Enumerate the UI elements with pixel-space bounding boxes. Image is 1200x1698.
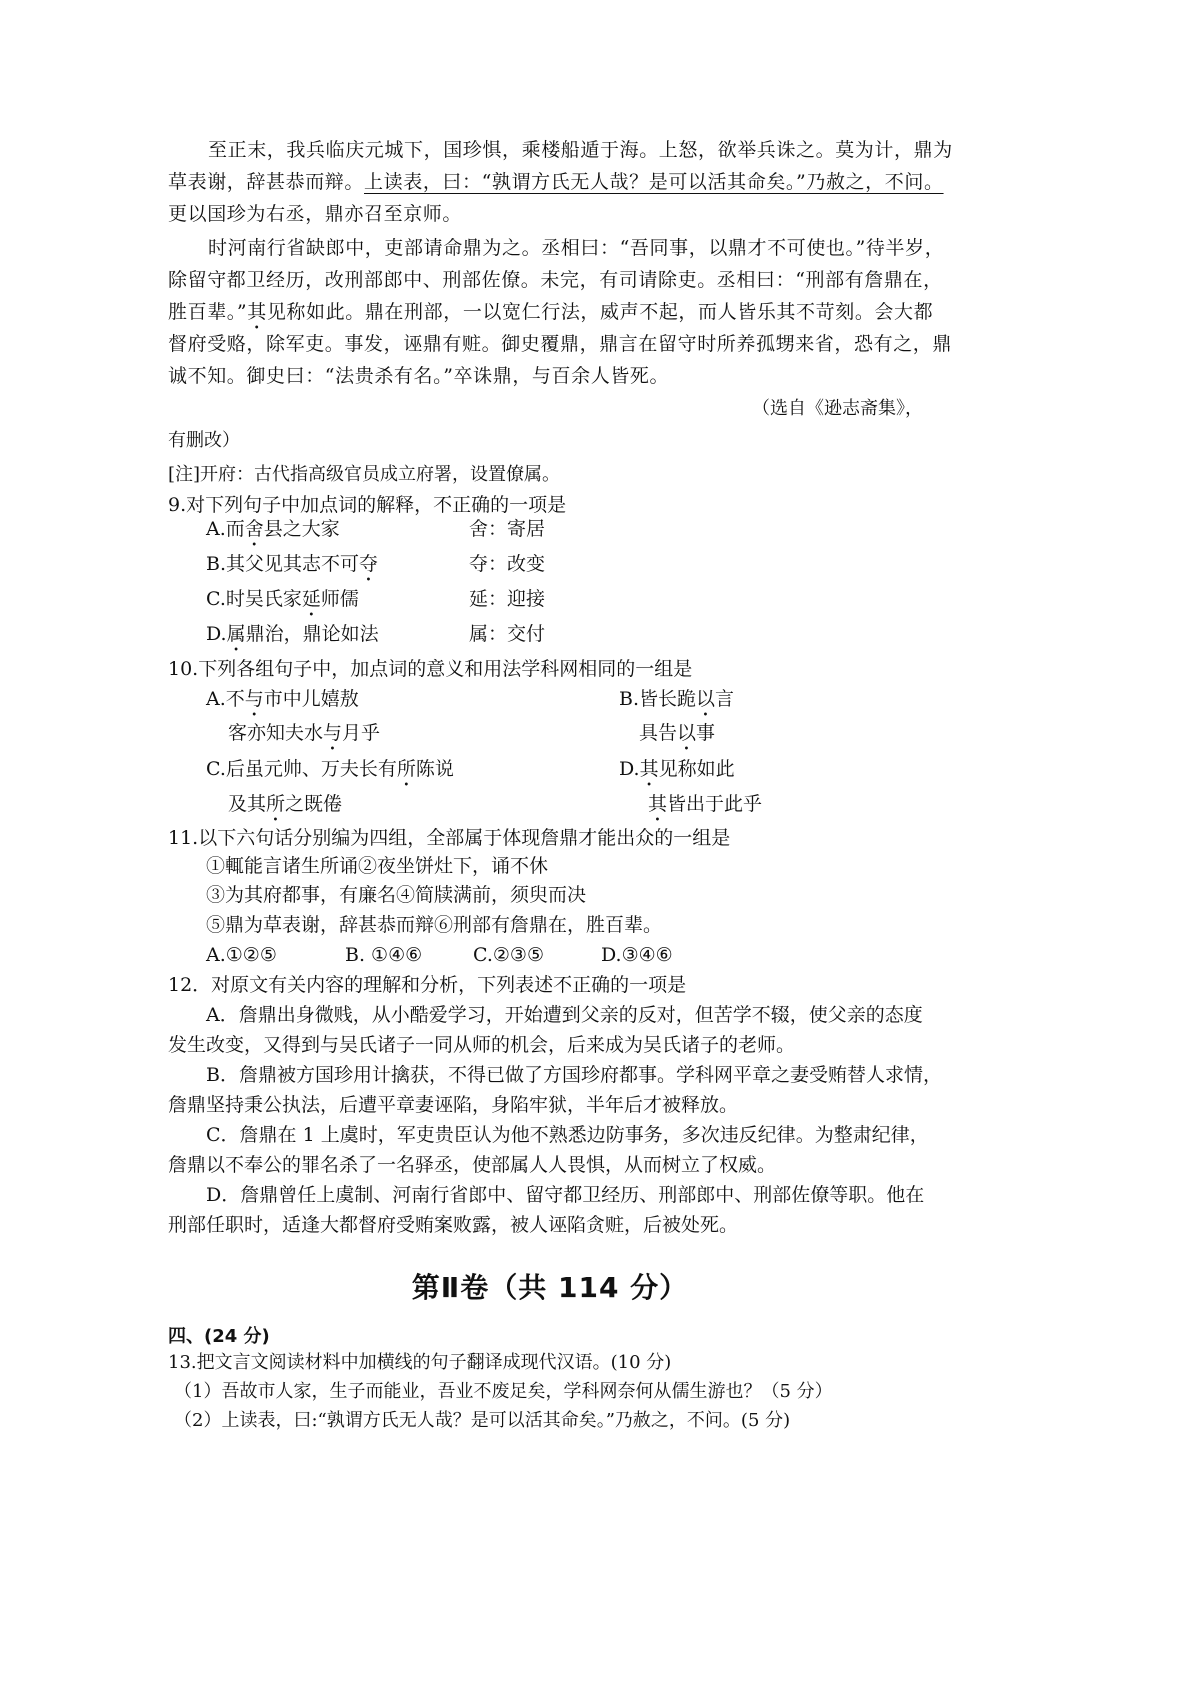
q9-option-c-expl: 延：迎接: [469, 588, 546, 610]
q10-option-c2: [228, 789, 342, 826]
q10-c2-post: 之既倦: [285, 793, 343, 815]
passage-p2-line3-b: 见称如此。鼎在刑部，一以宽仁行法，威声不起，而人皆乐其不苛刻。会大都: [266, 301, 934, 323]
q10-b2-post: 事: [696, 722, 716, 744]
passage-source: （选自《逊志斋集》，: [752, 398, 923, 419]
q10-b2-pre: 具告: [639, 722, 678, 744]
q9-option-d: [206, 619, 379, 656]
underlined-sentence: 上读表，曰：“孰谓方氏无人哉？是可以活其命矣。”乃赦之，不问。: [364, 171, 944, 193]
q10-d2-dot: 其: [648, 793, 668, 815]
q9-d-post: 鼎治，鼎论如法: [245, 623, 379, 645]
q9-b-dot: 夺: [359, 553, 379, 575]
q12-option-c-line2: 詹鼎以不奉公的罪名杀了一名驿丞，使部属人人畏惧，从而树立了权威。: [168, 1154, 777, 1176]
passage-p2-line3-a: 胜百辈。”: [168, 301, 248, 323]
q12-option-a-line1: A．詹鼎出身微贱，从小酷爱学习，开始遭到父亲的反对，但苦学不辍，使父亲的态度: [206, 1004, 923, 1026]
q9-option-b: [206, 549, 378, 586]
q10-d1-dot: 其: [639, 758, 659, 780]
q12-stem: 12．对原文有关内容的理解和分析，下列表述不正确的一项是: [168, 974, 687, 996]
q9-c-post: 师儒: [320, 588, 359, 610]
q10-a2-post: 月乎: [342, 722, 381, 744]
passage-source-cont: 有删改）: [168, 430, 240, 451]
part-four-heading: 四、(24 分): [168, 1326, 270, 1347]
q10-option-b2: [639, 718, 715, 755]
q12-option-b-line1: B．詹鼎被方国珍用计擒获，不得已做了方国珍府都事。学科网平章之妻受贿替人求情，: [206, 1064, 942, 1086]
q13-stem: 13.把文言文阅读材料中加横线的句子翻译成现代汉语。(10 分): [168, 1352, 672, 1373]
q10-a2-dot: 与: [323, 722, 343, 744]
q10-c1-pre: C.后虽元帅、万夫长有: [206, 758, 397, 780]
q13-part2: （2）上读表，曰:“孰谓方氏无人哉？是可以活其命矣。”乃赦之，不问。(5 分): [174, 1410, 791, 1431]
q10-a1-post: 市中儿嬉敖: [263, 688, 359, 710]
q9-d-pre: D.: [206, 623, 227, 645]
passage-p2-line2: 除留守都卫经历，改刑部郎中、刑部佐僚。未完，有司请除吏。丞相曰：“刑部有詹鼎在，: [168, 269, 943, 291]
q11-option-c: C.②③⑤: [473, 944, 544, 966]
q10-d1-post: 见称如此: [658, 758, 735, 780]
q9-a-dot: 舍: [244, 518, 264, 540]
q9-option-b-expl: 夺：改变: [469, 553, 546, 575]
dotted-char: 其: [247, 301, 267, 323]
passage-p1-line2: [168, 166, 944, 198]
q13-part1: （1）吾故市人家，生子而能业，吾业不废足矣，学科网奈何从儒生游也？（5 分）: [174, 1381, 833, 1402]
q10-c1-post: 陈说: [415, 758, 454, 780]
q10-option-d1: [619, 754, 735, 791]
q9-c-pre: C.时吴氏家: [206, 588, 302, 610]
q10-stem: 10.下列各组句子中，加点词的意义和用法学科网相同的一组是: [168, 658, 693, 680]
q10-a2-pre: 客亦知夫水: [228, 722, 324, 744]
passage-p1-line3: 更以国珍为右丞，鼎亦召至京师。: [168, 203, 463, 225]
q11-stem: 11.以下六句话分别编为四组，全部属于体现詹鼎才能出众的一组是: [168, 827, 731, 849]
q9-d-dot: 属: [226, 623, 246, 645]
passage-p2-line1: 时河南行省缺郎中，吏部请命鼎为之。丞相曰：“吾同事，以鼎才不可使也。”待半岁，: [208, 237, 945, 259]
passage-p2-line5: 诚不知。御史曰：“法贵杀有名。”卒诛鼎，与百余人皆死。: [168, 365, 670, 387]
q12-option-b-line2: 詹鼎坚持秉公执法，后遭平章妻诬陷，身陷牢狱，半年后才被释放。: [168, 1094, 739, 1116]
q10-b1-pre: B.皆长跪: [619, 688, 697, 710]
q10-option-c1: [206, 754, 454, 791]
q9-stem: 9.对下列句子中加点词的解释，不正确的一项是: [168, 494, 567, 516]
q11-option-d: D.③④⑥: [601, 944, 673, 966]
q10-a1-dot: 与: [244, 688, 264, 710]
q9-a-post: 县之大家: [263, 518, 340, 540]
q9-option-d-expl: 属：交付: [469, 623, 546, 645]
section-title: 第Ⅱ卷（共 114 分）: [411, 1271, 689, 1304]
q9-option-c: [206, 584, 359, 621]
q12-option-d-line2: 刑部任职时，适逢大都督府受贿案败露，被人诬陷贪赃，后被处死。: [168, 1214, 739, 1236]
q10-b2-dot: 以: [677, 722, 697, 744]
passage-p2-line4: 督府受赂，除军吏。事发，诬鼎有赃。御史覆鼎，鼎言在留守时所养孤甥来省，恐有之，鼎: [168, 333, 953, 355]
passage-note: [注]开府：古代指高级官员成立府署，设置僚属。: [168, 464, 561, 485]
q11-line1: ①輒能言诸生所诵②夜坐饼灶下，诵不休: [206, 855, 549, 877]
q10-d2-post: 皆出于此乎: [667, 793, 763, 815]
q10-a1-pre: A.不: [206, 688, 245, 710]
q10-c1-dot: 所: [396, 758, 416, 780]
q10-b1-dot: 以: [696, 688, 716, 710]
passage-p1-line1: 至正末，我兵临庆元城下，国珍惧，乘楼船遁于海。上怒，欲举兵诛之。莫为计，鼎为: [208, 139, 953, 161]
q9-option-a-expl: 舍：寄居: [469, 518, 546, 540]
q9-b-pre: B.其父见其志不可: [206, 553, 360, 575]
q10-b1-post: 言: [715, 688, 735, 710]
q10-option-d2: [648, 789, 762, 826]
q10-c2-dot: 所: [266, 793, 286, 815]
q11-option-b: B. ①④⑥: [345, 944, 423, 966]
q9-option-a: [206, 514, 340, 551]
q9-c-dot: 延: [301, 588, 321, 610]
q11-line2: ③为其府都事，有廉名④简牍满前，须臾而决: [206, 884, 587, 906]
q11-line3: ⑤鼎为草表谢，辞甚恭而辩⑥刑部有詹鼎在，胜百辈。: [206, 914, 663, 936]
q10-c2-pre: 及其: [228, 793, 267, 815]
q12-option-a-line2: 发生改变，又得到与吴氏诸子一同从师的机会，后来成为吴氏诸子的老师。: [168, 1034, 796, 1056]
q12-option-c-line1: C．詹鼎在 1 上虞时，军吏贵臣认为他不熟悉边防事务，多次违反纪律。为整肃纪律，: [206, 1124, 929, 1146]
q10-option-a1: [206, 684, 359, 721]
q10-option-b1: [619, 684, 734, 721]
q12-option-d-line1: D．詹鼎曾任上虞制、河南行省郎中、留守都卫经历、刑部郎中、刑部佐僚等职。他在: [206, 1184, 925, 1206]
q10-option-a2: [228, 718, 380, 755]
q9-a-pre: A.而: [206, 518, 245, 540]
passage-p1-line2-text: 草表谢，辞甚恭而辩。: [168, 171, 365, 193]
q10-d1-pre: D.: [619, 758, 640, 780]
q11-option-a: A.①②⑤: [206, 944, 277, 966]
